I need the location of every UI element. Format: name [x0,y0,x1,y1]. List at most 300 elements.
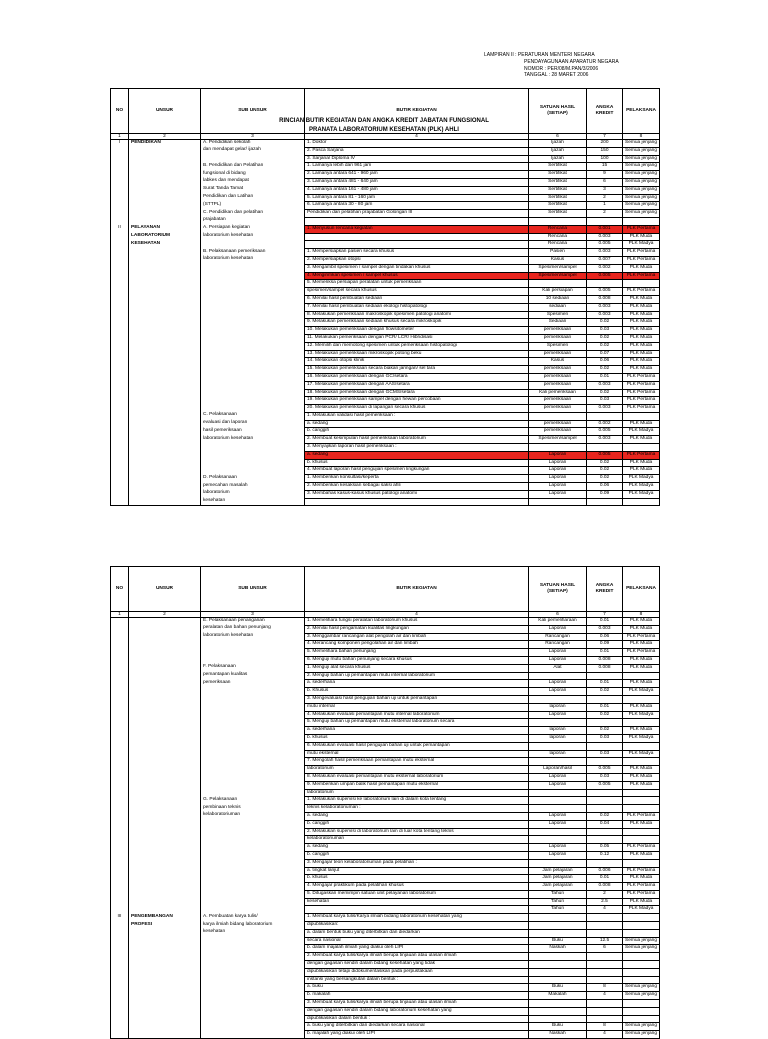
table-row [111,672,660,680]
row-angka-kredit: 0.09 [587,490,623,498]
row-butir: 2. Mempersiapkan otopsi [305,256,529,264]
row-unsur: PELAYANAN [129,225,201,233]
row-angka-kredit: 0.008 [587,295,623,303]
row-satuan: sediaan [529,303,587,311]
row-angka-kredit: 0.04 [587,820,623,828]
row-no [111,890,129,898]
row-pelaksana: Semua jenjang [623,945,660,953]
row-butir: b. khusus [305,459,529,467]
row-pelaksana: PLK Pertama [623,633,660,641]
table-row [111,186,660,194]
row-sub-unsur [201,451,305,459]
row-satuan [529,1015,587,1023]
row-sub-unsur [201,953,305,961]
row-angka-kredit: 0.003 [587,249,623,257]
row-butir: 14. Melakukan otopsi klinik [305,358,529,366]
row-satuan: Rancangan [529,633,587,641]
row-sub-unsur [201,750,305,758]
row-unsur [129,906,201,914]
row-butir: a. dalam bentuk buku yang diterbitkan dan diedarkan [305,929,529,937]
row-unsur [129,475,201,483]
row-butir: kelaboratoriuman [305,836,529,844]
row-pelaksana: PLK Muda [623,366,660,374]
row-butir: 18. Melakukan pemeriksaan dengan GCMS/setara [305,389,529,397]
row-butir: b. canggih [305,851,529,859]
row-unsur [129,171,201,179]
row-butir: a. sederhana [305,727,529,735]
row-sub-unsur [201,984,305,992]
row-unsur [129,945,201,953]
row-angka-kredit: 150 [587,147,623,155]
row-butir: 20. Melakukan pemeriksaan di lapangan secara khusus [305,405,529,413]
table-row [111,256,660,264]
table-row [111,1015,660,1023]
row-butir: secara nasional [305,937,529,945]
table-row [111,319,660,327]
row-pelaksana [623,789,660,797]
row-unsur [129,984,201,992]
row-no [111,342,129,350]
row-no [111,178,129,186]
table-row [111,155,660,163]
column-number: 1 [111,134,129,140]
column-header: BUTIR KEGIATAN [305,89,529,134]
row-no [111,358,129,366]
row-butir: 11. Melakukan pemeriksaan dengan PCR/ LCR/ Hibridisasi [305,334,529,342]
row-satuan [529,280,587,288]
row-no [111,163,129,171]
table-row [111,851,660,859]
row-pelaksana: PLK Madya [623,688,660,696]
row-butir: 6. Lamanya antara 30 - 80 jam [305,202,529,210]
row-angka-kredit: 0.02 [587,727,623,735]
row-angka-kredit [587,758,623,766]
row-butir: dengan gagasan sendiri dalam bidang laboratorium kesehatan yang [305,1007,529,1015]
row-satuan: Tahun [529,906,587,914]
row-no [111,883,129,891]
header-line: TANGGAL : 28 MARET 2006 [524,72,589,79]
row-no [111,961,129,969]
row-no [111,875,129,883]
row-unsur [129,342,201,350]
row-no [111,734,129,742]
row-unsur [129,898,201,906]
row-pelaksana: PLK Muda [623,295,660,303]
row-pelaksana [623,444,660,452]
table-row [111,664,660,672]
row-unsur [129,953,201,961]
row-sub-unsur: C. Pendidikan dan pelatihan [201,210,305,218]
row-no [111,412,129,420]
row-butir: dipublikasikan dalam bentuk : [305,1015,529,1023]
row-pelaksana: PLK Pertama [623,373,660,381]
row-unsur [129,280,201,288]
row-pelaksana [623,922,660,930]
table-row [111,711,660,719]
table-row [111,280,660,288]
row-unsur [129,719,201,727]
table-row [111,225,660,233]
row-butir: laboratorium [305,789,529,797]
row-angka-kredit [587,914,623,922]
table-row [111,906,660,914]
row-unsur [129,695,201,703]
row-butir: 6. Menilai hasil pembuatan sediaan [305,295,529,303]
row-satuan: Rancangan [529,641,587,649]
row-unsur [129,178,201,186]
row-unsur [129,836,201,844]
row-unsur [129,451,201,459]
row-angka-kredit: 0.003 [587,625,623,633]
row-butir: 17. Melakukan pemeriksaan dengan AAS/setara [305,381,529,389]
table-row [111,467,660,475]
row-angka-kredit: 100 [587,155,623,163]
row-unsur [129,163,201,171]
table-row [111,750,660,758]
row-sub-unsur: kesehatan [201,498,305,506]
row-no [111,311,129,319]
row-no [111,836,129,844]
row-pelaksana [623,758,660,766]
row-sub-unsur [201,875,305,883]
row-sub-unsur [201,334,305,342]
row-sub-unsur [201,688,305,696]
row-pelaksana: PLK Muda [623,436,660,444]
row-butir: 3. Mengambil spesimen / sampel dengan tindakan khusus [305,264,529,272]
row-unsur [129,883,201,891]
row-unsur [129,1023,201,1031]
row-pelaksana [623,859,660,867]
row-satuan: Laporan [529,781,587,789]
row-butir: dipublikasikan tetapi didokumentasikan pada perpustakaan [305,968,529,976]
row-angka-kredit: 0.02 [587,342,623,350]
row-butir: 3. Membahas kasus-kasus khusus patologi anatomi [305,490,529,498]
row-sub-unsur [201,851,305,859]
row-unsur [129,633,201,641]
row-angka-kredit: 8 [587,984,623,992]
row-satuan [529,828,587,836]
table-row [111,625,660,633]
row-unsur: LABORATORIUM [129,233,201,241]
row-pelaksana: PLK Pertama [623,405,660,413]
row-sub-unsur: karya ilmiah bidang laboratorium [201,922,305,930]
row-satuan: laporan [529,727,587,735]
row-angka-kredit: 0.003 [587,303,623,311]
row-unsur [129,334,201,342]
row-angka-kredit [587,217,623,225]
row-angka-kredit: 0.06 [587,633,623,641]
table-row [111,961,660,969]
row-butir [305,241,529,249]
row-butir: 9. Memberikan umpan balik hasil pemantapan mutu eksternal [305,781,529,789]
table-row [111,373,660,381]
table-row [111,742,660,750]
column-number: 8 [623,134,660,140]
row-butir: 1. Memelihara fungsi peralatan laboratorium khusus [305,618,529,626]
row-no [111,649,129,657]
row-sub-unsur [201,961,305,969]
row-satuan: Sertifikat [529,186,587,194]
row-unsur [129,968,201,976]
row-butir: 3. Menggambar rancangan alat pengolah air dan limbah [305,633,529,641]
row-pelaksana: PLK Madya [623,241,660,249]
row-pelaksana [623,1007,660,1015]
row-unsur [129,397,201,405]
row-unsur [129,210,201,218]
row-unsur [129,428,201,436]
column-number: 2 [129,612,201,618]
row-pelaksana: PLK Muda [623,319,660,327]
row-unsur [129,490,201,498]
row-angka-kredit: 0.02 [587,475,623,483]
row-sub-unsur [201,467,305,475]
row-no [111,295,129,303]
row-angka-kredit: 0.005 [587,451,623,459]
row-satuan [529,1007,587,1015]
row-angka-kredit: 0.02 [587,334,623,342]
row-no [111,327,129,335]
row-no [111,688,129,696]
table-row [111,844,660,852]
row-satuan: Makalah [529,992,587,1000]
row-pelaksana: Semua jenjang [623,1031,660,1039]
row-satuan: Spesimen/sampel [529,436,587,444]
row-satuan: Laporan/hasil [529,766,587,774]
row-butir: mutu internal [305,703,529,711]
row-sub-unsur [201,272,305,280]
row-no [111,844,129,852]
row-no [111,490,129,498]
row-pelaksana: PLK Pertama [623,225,660,233]
row-butir: a. sedang [305,812,529,820]
row-butir: b. khusus [305,875,529,883]
row-angka-kredit [587,859,623,867]
table-row [111,1031,660,1039]
row-pelaksana: PLK Muda [623,459,660,467]
row-pelaksana: PLK Muda [623,766,660,774]
row-sub-unsur: B. Pelaksanaan pemeriksaan [201,249,305,257]
row-pelaksana: PLK Muda [623,727,660,735]
row-no [111,319,129,327]
row-sub-unsur [201,303,305,311]
row-no [111,656,129,664]
row-no: I [111,140,129,148]
row-sub-unsur [201,311,305,319]
row-sub-unsur [201,883,305,891]
row-angka-kredit: 0.02 [587,812,623,820]
row-butir: 5. Lamanya antara 81 - 160 jam [305,194,529,202]
table-row [111,828,660,836]
row-pelaksana: PLK Madya [623,750,660,758]
row-unsur [129,875,201,883]
row-unsur [129,358,201,366]
row-sub-unsur [201,1023,305,1031]
row-angka-kredit: 0.01 [587,618,623,626]
row-butir: b. canggih [305,428,529,436]
row-unsur [129,773,201,781]
row-sub-unsur [201,773,305,781]
table-row [111,695,660,703]
row-unsur [129,1000,201,1008]
row-no: III [111,914,129,922]
row-angka-kredit: 6 [587,178,623,186]
row-pelaksana [623,280,660,288]
table-row [111,428,660,436]
row-pelaksana: PLK Muda [623,656,660,664]
row-unsur [129,295,201,303]
row-butir: 4. Lamanya antara 161 - 480 jam [305,186,529,194]
row-angka-kredit [587,961,623,969]
row-sub-unsur [201,280,305,288]
row-unsur [129,812,201,820]
row-butir: 12. Memilih dan memotong spesimen untuk pemeriksaan histopatologi [305,342,529,350]
row-sub-unsur [201,906,305,914]
column-header: PELAKSANA [623,567,660,612]
row-angka-kredit: 0.12 [587,851,623,859]
row-pelaksana [623,797,660,805]
row-angka-kredit [587,968,623,976]
row-satuan: laporan [529,750,587,758]
row-satuan: Spesimen [529,342,587,350]
table-row [111,773,660,781]
row-unsur [129,389,201,397]
row-sub-unsur [201,992,305,1000]
row-unsur [129,618,201,626]
row-satuan: Spesimen [529,311,587,319]
row-satuan: Pasien [529,249,587,257]
row-angka-kredit: 0.005 [587,428,623,436]
row-pelaksana [623,968,660,976]
row-sub-unsur: evaluasi dan laporan [201,420,305,428]
row-unsur [129,859,201,867]
row-sub-unsur [201,459,305,467]
row-butir: 1. Melakukan validasi hasil pemeriksaan : [305,412,529,420]
row-no [111,851,129,859]
row-butir: 2. Lamanya antara 641 - 960 jam [305,171,529,179]
row-satuan: Sertifikat [529,194,587,202]
row-pelaksana: PLK Muda [623,334,660,342]
row-angka-kredit: 4 [587,906,623,914]
row-angka-kredit: 8 [587,1023,623,1031]
row-butir: 10. Melakukan pemeriksaan dengan flowsitometer [305,327,529,335]
row-butir: instansi yang bersangkutan dalam bentuk : [305,976,529,984]
row-no [111,797,129,805]
row-satuan: Jam pelajaran [529,867,587,875]
row-unsur [129,1007,201,1015]
row-sub-unsur: labkes dan mendapat [201,178,305,186]
row-angka-kredit: 0.005 [587,241,623,249]
row-sub-unsur: E. Pelaksanaan penanganan [201,618,305,626]
row-no [111,272,129,280]
row-angka-kredit: 4 [587,1031,623,1039]
row-sub-unsur [201,758,305,766]
column-header: NO [111,567,129,612]
row-butir: 9. Melakukan pemeriksaan sediaan khusus secara mikroskopik [305,319,529,327]
row-satuan: Spesimen/sampel [529,264,587,272]
row-no [111,350,129,358]
row-sub-unsur [201,366,305,374]
row-angka-kredit: 2 [587,194,623,202]
row-butir: 6. Melakukan evaluasi hasil pengujian bahan uji untuk pemantapan [305,742,529,750]
row-unsur [129,155,201,163]
row-no [111,766,129,774]
row-sub-unsur [201,649,305,657]
row-sub-unsur [201,264,305,272]
row-pelaksana [623,695,660,703]
row-satuan: Sediaan [529,319,587,327]
row-pelaksana: Semua jenjang [623,937,660,945]
row-unsur [129,327,201,335]
table-row [111,641,660,649]
row-pelaksana: PLK Muda [623,264,660,272]
row-no [111,719,129,727]
activity-table-1 [110,88,660,506]
row-butir: 15. Melakukan pemeriksaan secara biakan jaringan/ sel tara [305,366,529,374]
row-satuan [529,217,587,225]
row-satuan: Laporan [529,467,587,475]
row-satuan: pemeriksaan [529,334,587,342]
row-angka-kredit: 9 [587,171,623,179]
row-no [111,233,129,241]
row-butir: 3. Menyajikan laporan hasil pemeriksaan : [305,444,529,452]
document-subtitle: PRANATA LABORATORIUM KESEHATAN (PLK) AHLI [309,127,459,133]
row-no [111,758,129,766]
row-unsur [129,758,201,766]
row-butir: a. sederhana [305,680,529,688]
row-no [111,444,129,452]
table-row [111,217,660,225]
row-no [111,664,129,672]
row-satuan: Sertifikat [529,171,587,179]
row-no [111,618,129,626]
table-row [111,381,660,389]
row-no [111,475,129,483]
row-pelaksana [623,953,660,961]
column-number: 4 [305,134,529,140]
row-pelaksana: PLK Muda [623,342,660,350]
row-no [111,280,129,288]
row-angka-kredit [587,280,623,288]
row-no [111,405,129,413]
row-unsur [129,844,201,852]
row-pelaksana [623,1015,660,1023]
row-no [111,750,129,758]
row-angka-kredit: 0.003 [587,381,623,389]
row-sub-unsur [201,781,305,789]
row-satuan [529,968,587,976]
table-row [111,342,660,350]
row-angka-kredit: 0.03 [587,734,623,742]
row-satuan: Laporan [529,459,587,467]
row-satuan: Laporan [529,649,587,657]
row-butir: 5. Menguji bahan uji pemantapan mutu eksternal laboratorium secara [305,719,529,727]
row-angka-kredit: 0.06 [587,483,623,491]
row-sub-unsur [201,350,305,358]
row-unsur [129,420,201,428]
row-no [111,633,129,641]
table-row [111,420,660,428]
row-butir: mutu eksternal [305,750,529,758]
row-pelaksana [623,914,660,922]
row-no [111,389,129,397]
document-title: RINCIAN BUTIR KEGIATAN DAN ANGKA KREDIT JABATAN FUNGSIONAL [279,118,489,124]
row-sub-unsur [201,358,305,366]
row-satuan: laporan [529,734,587,742]
row-unsur [129,303,201,311]
row-satuan: Laporan [529,844,587,852]
row-no [111,373,129,381]
row-butir: 1. Lamanya lebih dari 961 jam [305,163,529,171]
